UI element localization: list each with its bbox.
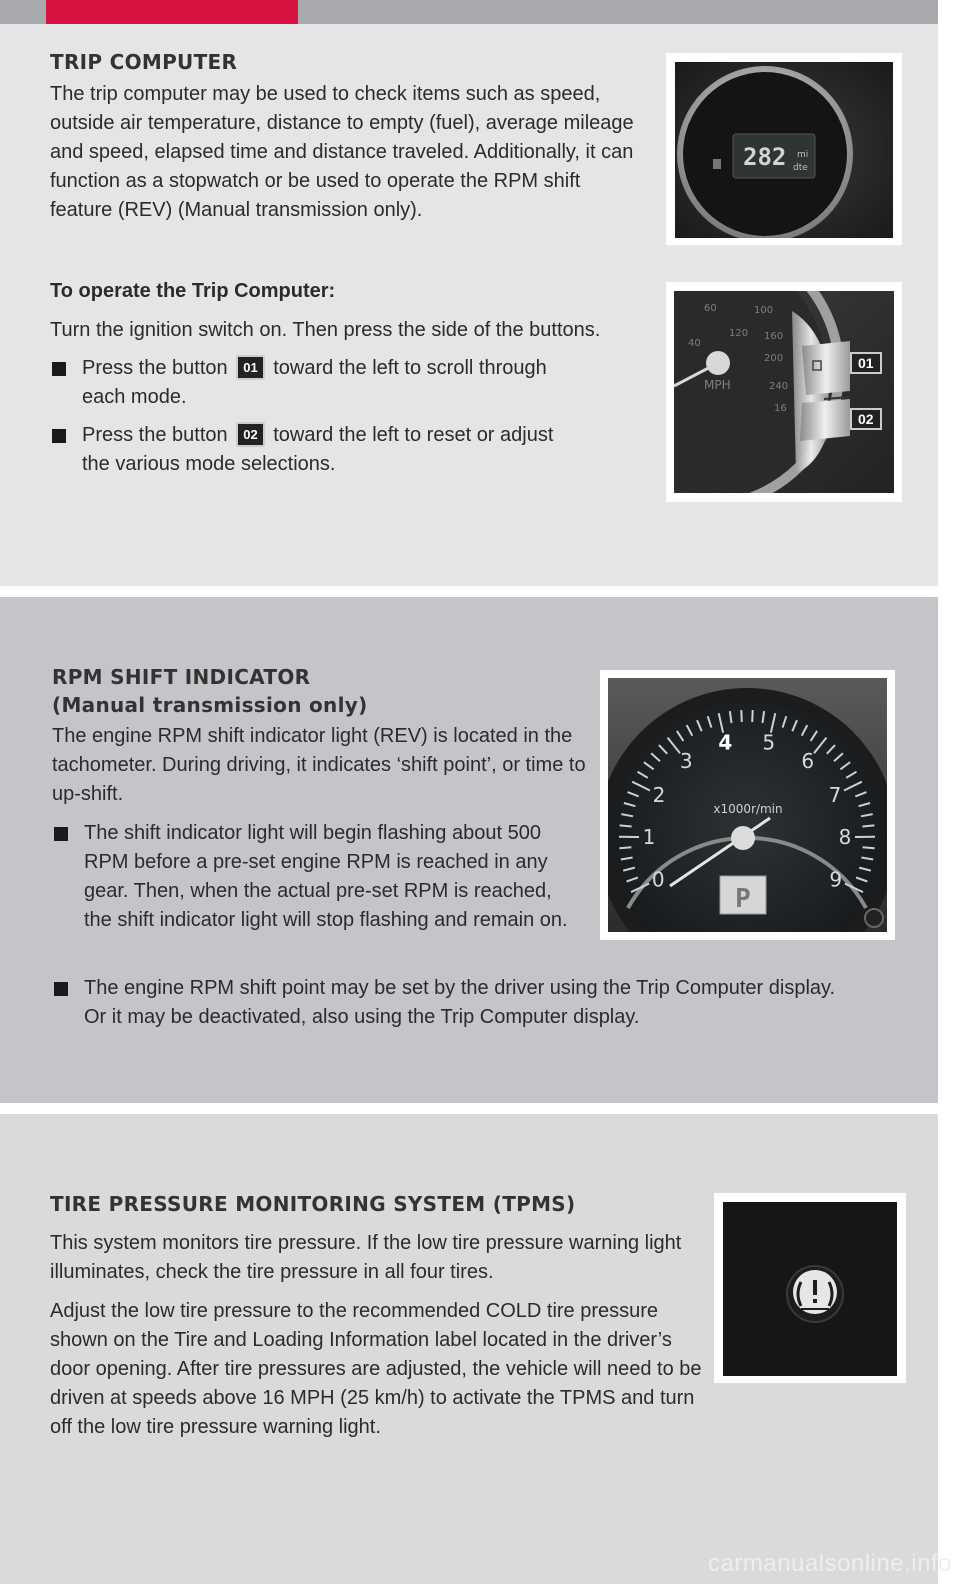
subheading: To operate the Trip Computer: xyxy=(50,280,336,302)
svg-text:240: 240 xyxy=(769,381,789,392)
tach-numeral: 3 xyxy=(679,749,693,774)
section-title: TIRE PRESSURE MONITORING SYSTEM (TPMS) xyxy=(50,1192,576,1216)
tachometer-photo-frame xyxy=(600,670,895,940)
trip-display-photo-frame xyxy=(666,53,902,245)
trip-computer-section xyxy=(0,24,938,586)
svg-text:160: 160 xyxy=(764,331,784,342)
tpms-warning-light-icon xyxy=(723,1202,897,1376)
header-accent-tab xyxy=(46,0,298,24)
callout-01-label: 01 xyxy=(850,352,882,374)
bullet-square-icon xyxy=(54,982,68,996)
section-title: TRIP COMPUTER xyxy=(50,50,238,74)
svg-text:16: 16 xyxy=(774,403,787,414)
trip-display-photo xyxy=(675,62,893,238)
tpms-para-1: This system monitors tire pressure. If the low tire pressure warning light illuminates, check the tire pressure in all four tires. xyxy=(50,1232,682,1283)
tach-numeral: 4 xyxy=(718,730,733,755)
tachometer-image xyxy=(608,678,887,932)
section-title: RPM SHIFT INDICATOR xyxy=(52,665,311,689)
svg-text:60: 60 xyxy=(704,303,717,314)
bullet-item: Press the button 02 toward the left to reset or adjust the various mode selections. xyxy=(82,424,554,475)
svg-text:40: 40 xyxy=(688,338,701,349)
svg-text:dte: dte xyxy=(793,163,808,173)
bullet-square-icon xyxy=(54,827,68,841)
trip-computer-intro: The trip computer may be used to check items such as speed, outside air temperature, distance to empty (fuel), average mileage and speed, elapsed time and distance traveled. Additionally, it can function as a stopwatch or be used to operate the RPM shift feature (REV) (Manual transmission only). xyxy=(50,83,634,221)
svg-text:200: 200 xyxy=(764,353,784,364)
svg-text:282: 282 xyxy=(743,143,787,171)
instruction-text: Turn the ignition switch on. Then press the side of the buttons. xyxy=(50,319,601,341)
tach-numeral: 2 xyxy=(652,782,666,807)
tach-numeral: 1 xyxy=(642,825,656,849)
tach-tick xyxy=(752,710,753,722)
bullet-item: The shift indicator light will begin flashing about 500 RPM before a pre-set engine RPM is reached in any gear. Then, when the actual pre-set RPM is reached, the shift indicator light will stop flashing and remain on. xyxy=(84,822,568,931)
svg-text:100: 100 xyxy=(754,305,774,316)
tpms-photo xyxy=(723,1202,897,1376)
tach-tick xyxy=(863,847,875,848)
button-01-badge: 01 xyxy=(236,355,264,380)
gauge-buttons-photo xyxy=(674,291,894,493)
trip-display-image xyxy=(675,62,893,238)
tach-numeral: 7 xyxy=(828,782,842,807)
tach-numeral: 0 xyxy=(651,867,665,892)
tpms-section xyxy=(0,1114,938,1584)
tach-numeral: 9 xyxy=(829,867,843,892)
tach-tick xyxy=(862,825,874,826)
tpms-photo-frame xyxy=(714,1193,906,1383)
svg-text:MPH: MPH xyxy=(704,378,731,392)
button-02-badge: 02 xyxy=(236,422,264,447)
tachometer-photo xyxy=(608,678,887,932)
bullet-square-icon xyxy=(52,429,66,443)
svg-text:120: 120 xyxy=(729,328,749,339)
rpm-shift-section xyxy=(0,597,938,1103)
bullet-item: The engine RPM shift point may be set by the driver using the Trip Computer display. Or it may be deactivated, also using the Trip Computer display. xyxy=(84,977,836,1028)
svg-text:mi: mi xyxy=(797,150,809,160)
watermark-text: carmanualsonline.info xyxy=(708,1550,952,1577)
tach-tick xyxy=(741,710,742,722)
bullet-square-icon xyxy=(52,362,66,376)
svg-text:P: P xyxy=(735,884,751,914)
tach-numeral: 6 xyxy=(801,749,815,774)
tach-numeral: 8 xyxy=(838,825,852,849)
tach-tick xyxy=(620,825,632,826)
section-subtitle: (Manual transmission only) xyxy=(52,693,368,717)
gauge-buttons-photo-frame xyxy=(666,282,902,502)
tach-tick xyxy=(619,847,631,848)
bullet-item: Press the button 01 toward the left to scroll through each mode. xyxy=(82,357,547,408)
gauge-buttons-image xyxy=(674,291,894,493)
callout-02-label: 02 xyxy=(850,408,882,430)
tpms-para-2: Adjust the low tire pressure to the recommended COLD tire pressure shown on the Tire and Loading Information label located in the driver’s door opening. After tire pressures are adjusted, the vehicle will need to be driven at speeds above 16 MPH (25 km/h) to activate the TPMS and turn off the low tire pressure warning light. xyxy=(50,1300,702,1438)
svg-text:x1000r/min: x1000r/min xyxy=(713,802,783,816)
rpm-intro: The engine RPM shift indicator light (REV) is located in the tachometer. During driving, it indicates ‘shift point’, or time to up-shift. xyxy=(52,725,586,805)
tach-numeral: 5 xyxy=(762,730,776,755)
